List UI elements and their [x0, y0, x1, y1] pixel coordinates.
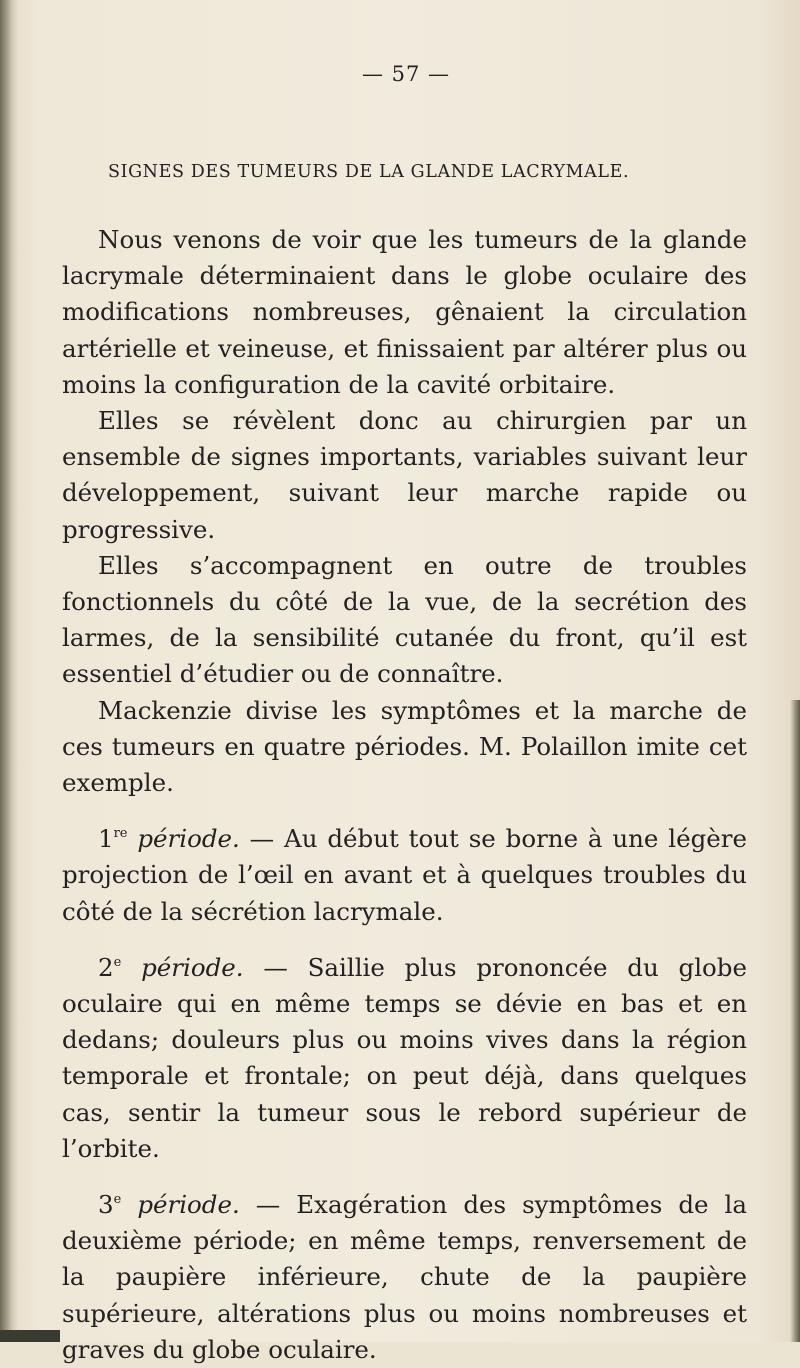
- period-text: — Saillie plus prononcée du globe oculaire qui en même temps se dévie en bas et en dedans; douleurs plus ou moins vives dans la région temporale et frontale; on peut déjà, dans quelques cas, sentir la tumeur sous le rebord supérieur de l’orbite.: [62, 952, 747, 1163]
- period-label: période.: [141, 952, 244, 982]
- period-number: 1re: [98, 824, 128, 854]
- period-paragraph: [62, 945, 747, 1167]
- section-heading: SIGNES DES TUMEURS DE LA GLANDE LACRYMALE.: [108, 162, 630, 182]
- paragraph: Elles s’accompagnent en outre de troubles fonctionnels du côté de la vue, de la secrétion des larmes, de la sensibilité cutanée du front, qu’il est essentiel d’étudier ou de connaître.: [62, 550, 747, 689]
- period-text: — Au début tout se borne à une légère projection de l’œil en avant et à quelques troubles du côté de la sécrétion lacrymale.: [62, 824, 747, 926]
- page-edge-shadow: [790, 700, 800, 1342]
- page-corner-shadow: [0, 1330, 60, 1342]
- period-paragraph: [62, 816, 747, 930]
- page-binding-shadow: [0, 0, 18, 1342]
- paragraph: Mackenzie divise les symptômes et la marche de ces tumeurs en quatre périodes. M. Polaillon imite cet exemple.: [62, 695, 747, 798]
- period-label: période.: [137, 1190, 240, 1220]
- paragraph: Elles se révèlent donc au chirurgien par un ensemble de signes importants, variables suivant leur développement, suivant leur marche rapide ou progressive.: [62, 406, 747, 544]
- page-number: — 57 —: [361, 62, 451, 86]
- period-number: 2e: [98, 952, 122, 982]
- period-label: période.: [137, 824, 240, 854]
- period-text: — Exagération des symptômes de la deuxième période; en même temps, renversement de la paupière inférieure, chute de la paupière supérieure, altérations plus ou moins nombreuses et graves du globe oculaire.: [62, 1190, 747, 1364]
- period-number: 3e: [98, 1190, 122, 1220]
- paragraph: Nous venons de voir que les tumeurs de la glande lacrymale déterminaient dans le globe oculaire des modifications nombreuses, gênaient la circulation artérielle et veineuse, et finissaient par altérer plus ou moins la configuration de la cavité orbitaire.: [62, 225, 747, 399]
- body-text: [62, 222, 747, 1368]
- period-paragraph: [62, 1182, 747, 1368]
